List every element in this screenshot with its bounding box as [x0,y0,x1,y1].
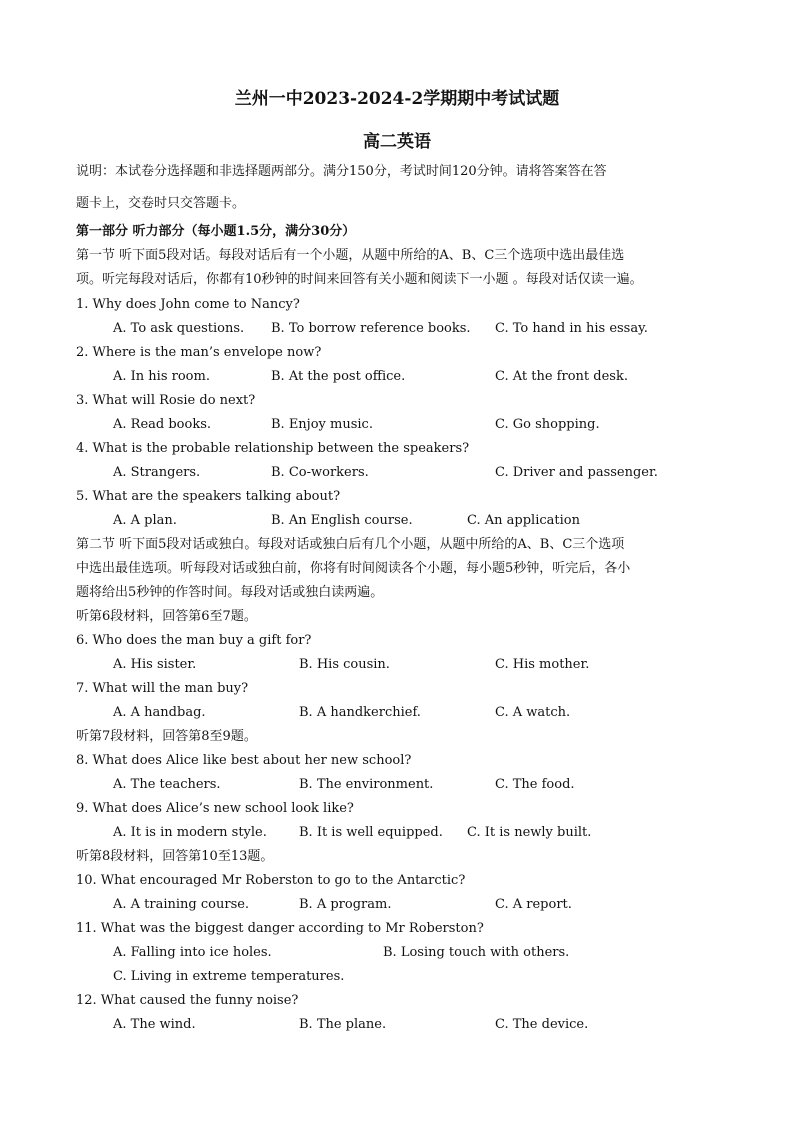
question-3: 3. What will Rosie do next? [76,393,256,408]
q10-option-b: B. A program. [299,897,392,912]
question-6: 6. Who does the man buy a gift for? [76,633,312,648]
question-9: 9. What does Alice’s new school look like? [76,801,354,816]
material-7-note: 听第7段材料，回答第8至9题。 [76,729,257,744]
q3-option-c: C. Go shopping. [495,417,600,432]
q5-option-a: A. A plan. [113,513,177,528]
q9-option-c: C. It is newly built. [467,825,592,840]
q12-option-b: B. The plane. [299,1017,387,1032]
section2-line-3: 题将给出5秒钟的作答时间。每段对话或独白读两遍。 [76,585,384,600]
exam-title: 兰州一中2023-2024-2学期期中考试试题 [234,89,560,109]
q2-option-a: A. In his room. [113,369,210,384]
instructions-line-2: 题卡上，交卷时只交答题卡。 [76,196,246,211]
q6-option-c: C. His mother. [495,657,590,672]
material-8-note: 听第8段材料，回答第10至13题。 [76,849,274,864]
q3-option-a: A. Read books. [113,417,211,432]
q11-option-a: A. Falling into ice holes. [113,945,272,960]
q5-option-b: B. An English course. [271,513,413,528]
q1-option-b: B. To borrow reference books. [271,321,471,336]
section1-line-2: 项。听完每段对话后，你都有10秒钟的时间来回答有关小题和阅读下一小题 。每段对话仅读一遍。 [76,272,643,287]
question-10: 10. What encouraged Mr Roberston to go to the Antarctic? [76,873,466,888]
q8-option-c: C. The food. [495,777,575,792]
q6-option-b: B. His cousin. [299,657,390,672]
question-4: 4. What is the probable relationship between the speakers? [76,441,470,456]
q7-option-a: A. A handbag. [113,705,206,720]
instructions-line-1: 说明：本试卷分选择题和非选择题两部分。满分150分，考试时间120分钟。请将答案答在答 [76,164,607,179]
q3-option-b: B. Enjoy music. [271,417,373,432]
q7-option-c: C. A watch. [495,705,571,720]
q1-option-a: A. To ask questions. [113,321,245,336]
q2-option-c: C. At the front desk. [495,369,628,384]
q4-option-b: B. Co-workers. [271,465,369,480]
q4-option-a: A. Strangers. [113,465,201,480]
q10-option-a: A. A training course. [113,897,250,912]
question-1: 1. Why does John come to Nancy? [76,297,300,312]
question-7: 7. What will the man buy? [76,681,249,696]
q8-option-a: A. The teachers. [113,777,221,792]
exam-subtitle: 高二英语 [363,132,431,152]
q9-option-a: A. It is in modern style. [113,825,267,840]
q11-option-b: B. Losing touch with others. [383,945,570,960]
q10-option-c: C. A report. [495,897,572,912]
question-11: 11. What was the biggest danger according to Mr Roberston? [76,921,484,936]
question-12: 12. What caused the funny noise? [76,993,299,1008]
section2-line-1: 第二节 听下面5段对话或独白。每段对话或独白后有几个小题，从题中所给的A、B、C三个选项 [76,537,625,552]
q9-option-b: B. It is well equipped. [299,825,443,840]
q6-option-a: A. His sister. [113,657,197,672]
q5-option-c: C. An application [467,513,580,528]
section1-line-1: 第一节 听下面5段对话。每段对话后有一个小题，从题中所给的A、B、C三个选项中选出最佳选 [76,248,625,263]
question-8: 8. What does Alice like best about her new school? [76,753,412,768]
q7-option-b: B. A handkerchief. [299,705,421,720]
q12-option-c: C. The device. [495,1017,589,1032]
question-5: 5. What are the speakers talking about? [76,489,341,504]
q12-option-a: A. The wind. [113,1017,196,1032]
q2-option-b: B. At the post office. [271,369,406,384]
question-2: 2. Where is the man’s envelope now? [76,345,322,360]
q11-option-c: C. Living in extreme temperatures. [113,969,345,984]
q8-option-b: B. The environment. [299,777,434,792]
material-6-note: 听第6段材料，回答第6至7题。 [76,609,257,624]
q4-option-c: C. Driver and passenger. [495,465,658,480]
part1-heading: 第一部分 听力部分（每小题1.5分，满分30分） [76,224,356,239]
section2-line-2: 中选出最佳选项。听每段对话或独白前，你将有时间阅读各个小题，每小题5秒钟，听完后，各小 [76,561,631,576]
q1-option-c: C. To hand in his essay. [495,321,648,336]
